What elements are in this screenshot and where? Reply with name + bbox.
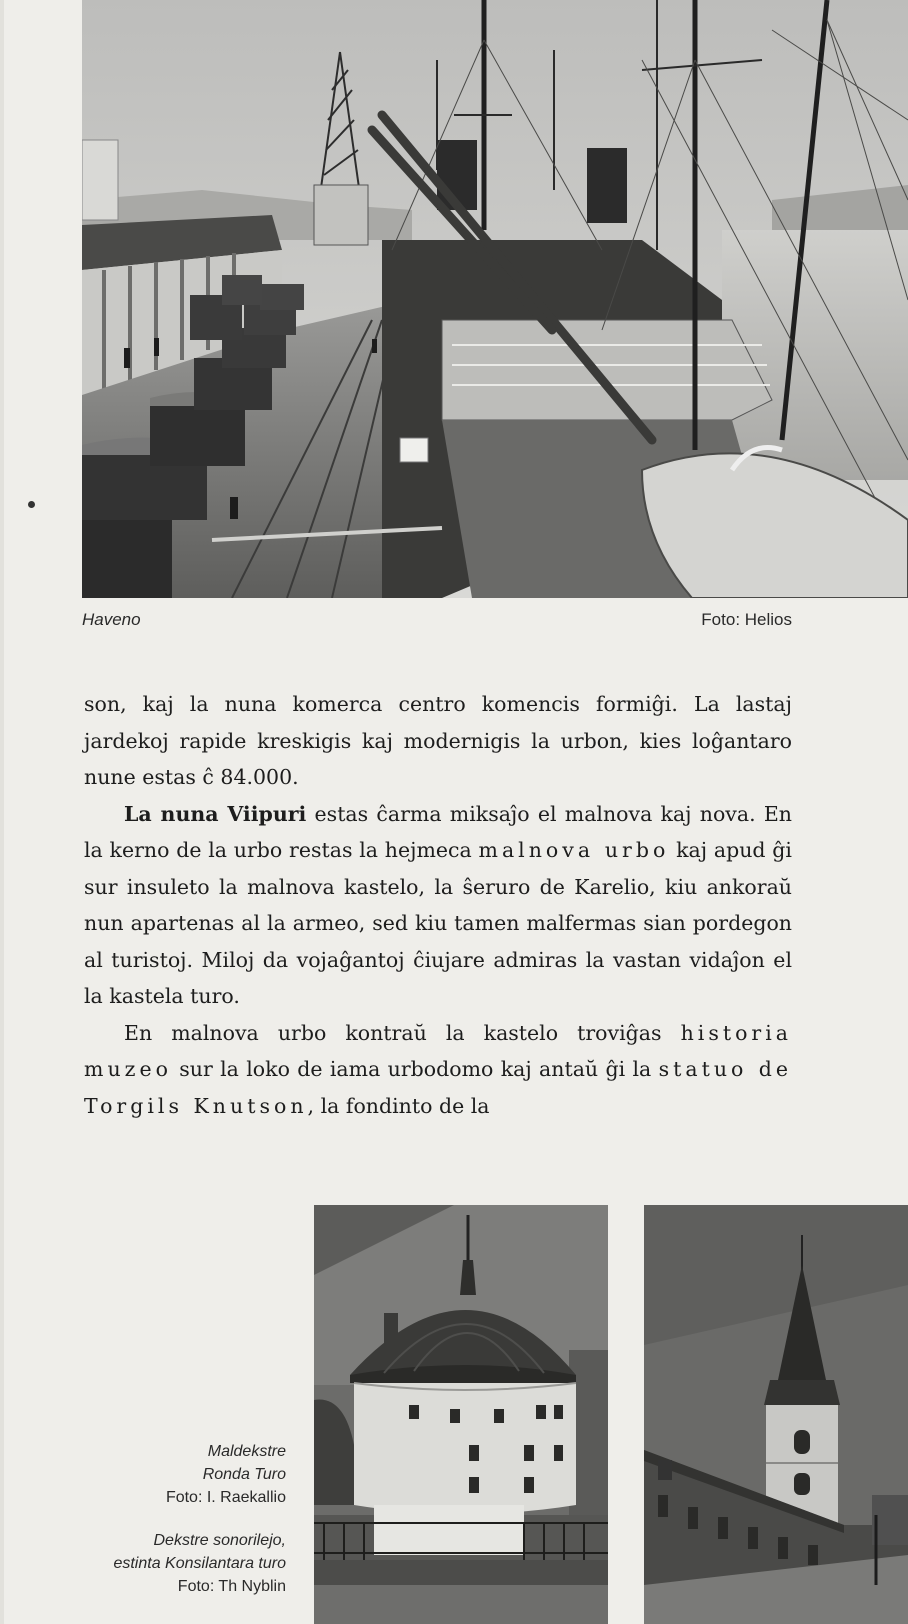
paragraph-3-emphasis-statue: statuo de Torgils Knutson [84,1057,792,1118]
paragraph-3-emphasis-museum: historia muzeo [84,1020,792,1081]
harbor-photo-credit: Foto: Helios [701,610,792,629]
harbor-photo-image [82,0,908,598]
bell-tower-image [644,1205,908,1624]
page-gutter [0,0,4,1624]
caption-right-credit: Foto: Th Nyblin [177,1578,286,1595]
paragraph-2-lead: La nuna Viipuri [124,801,307,826]
caption-right-photo [113,1529,286,1598]
harbor-photo [82,0,908,598]
harbor-caption-row [82,610,792,632]
bell-tower-photo [644,1205,908,1624]
paragraph-1 [84,686,792,796]
caption-right-title-1: Dekstre sonorilejo, [153,1532,286,1549]
paragraph-3 [84,1015,792,1125]
margin-dot-mark [28,501,35,508]
caption-left-title-1: Maldekstre [207,1443,286,1460]
paragraph-1-text: son, kaj la nuna komerca centro komencis formiĝi. La lastaj jardekoj rapide kreskigis kaj modernigis la urbon, kies loĝantaro nune estas ĉ 84.000. [84,692,792,789]
article-body [84,686,792,1124]
paragraph-3-text-c: , la fondinto de la [307,1093,490,1118]
caption-left-photo [166,1440,286,1509]
paragraph-2 [84,796,792,1015]
paragraph-2-text-a: estas ĉarma miksaĵo el malnova kaj nova. En la kerno de la urbo restas la hejmeca [84,801,792,862]
round-tower-image [314,1205,608,1624]
caption-left-title-2: Ronda Turo [202,1466,286,1483]
paragraph-2-emphasis: malnova urbo [478,838,670,862]
paragraph-2-text-b: kaj apud ĝi sur insuleto la malnova kastelo, la ŝeruro de Karelio, kiu ankoraŭ nun apartenas al la armeo, sed kiu tamen malfermas sian pordegon al turistoj. Miloj da vojaĝantoj ĉiujare admiras la vastan vidaĵon el la kastela turo. [84,838,792,1008]
round-tower-photo [314,1205,608,1624]
paragraph-3-text-b: sur la loko de iama urbodomo kaj antaŭ ĝi la [171,1057,659,1081]
harbor-caption: Haveno [82,610,141,629]
paragraph-3-text-a: En malnova urbo kontraŭ la kastelo troviĝas [124,1020,681,1045]
caption-left-credit: Foto: I. Raekallio [165,1489,286,1506]
caption-right-title-2: estinta Konsilantara turo [113,1555,286,1572]
